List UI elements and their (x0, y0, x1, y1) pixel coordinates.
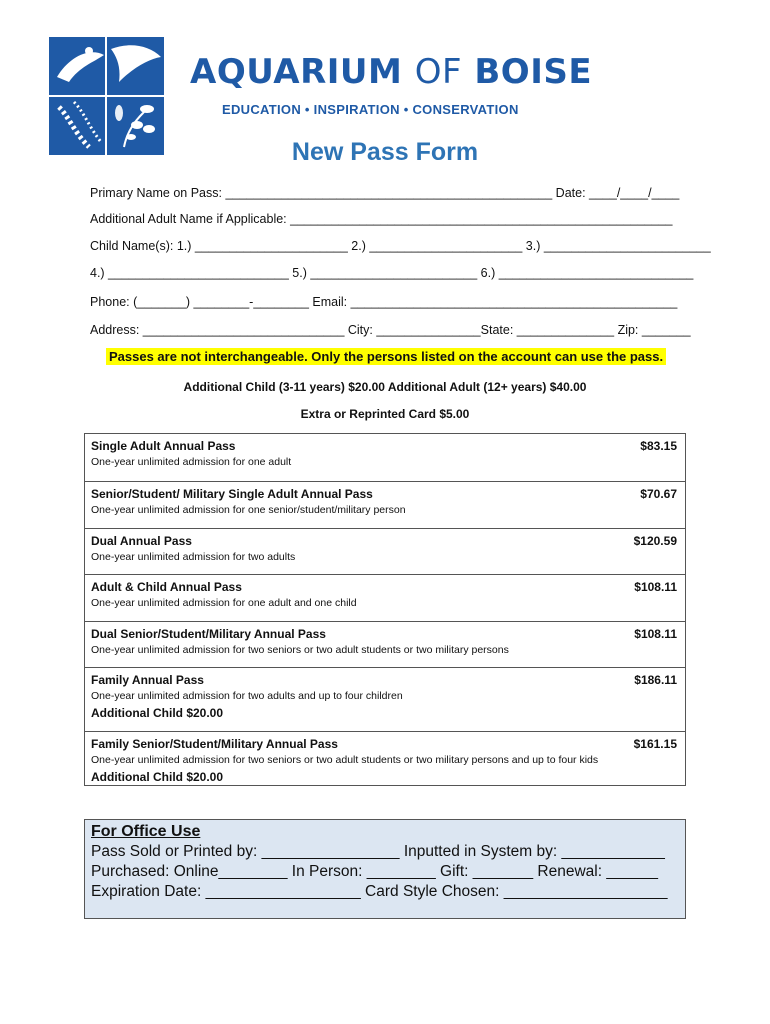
office-line-expiration[interactable]: Expiration Date: __________________ Card Style Chosen: ___________________ (91, 883, 668, 900)
brand-of: OF (414, 52, 463, 92)
addon-prices: Additional Child (3-11 years) $20.00 Additional Adult (12+ years) $40.00 (183, 380, 587, 394)
child-names-field-2[interactable]: 4.) __________________________ 5.) ________________________ 6.) ____________________________ (90, 266, 694, 280)
interchangeable-notice: Passes are not interchangeable. Only the persons listed on the account can use the pass. (106, 348, 666, 365)
pass-row[interactable] (85, 434, 685, 481)
brand-end: BOISE (474, 52, 593, 92)
office-line-sold-by[interactable]: Pass Sold or Printed by: ________________ Inputted in System by: ____________ (91, 843, 665, 860)
pass-row[interactable] (85, 574, 685, 621)
child-names-field-1[interactable]: Child Name(s): 1.) ______________________ 2.) ______________________ 3.) ________________________ (90, 239, 711, 253)
pass-row[interactable] (85, 528, 685, 574)
pass-extra: Additional Child $20.00 (91, 770, 224, 784)
pass-description: One-year unlimited admission for one adult and one child (91, 597, 357, 609)
pass-price: $108.11 (634, 580, 677, 594)
office-line-purchased[interactable]: Purchased: Online________ In Person: ________ Gift: _______ Renewal: ______ (91, 863, 659, 880)
office-heading: For Office Use (91, 823, 201, 840)
pass-description: One-year unlimited admission for two adults and up to four children (91, 690, 403, 702)
pass-price: $186.11 (634, 673, 677, 687)
pass-description: One-year unlimited admission for two seniors or two adult students or two military persons and up to four kids (91, 754, 599, 766)
brand-name (190, 52, 592, 92)
pass-row[interactable] (85, 731, 685, 785)
primary-name-field[interactable]: Primary Name on Pass: _______________________________________________ Date: ____/____/____ (90, 186, 680, 200)
pass-description: One-year unlimited admission for one senior/student/military person (91, 504, 406, 516)
pass-name: Family Senior/Student/Military Annual Pass (91, 737, 338, 751)
pass-name: Dual Senior/Student/Military Annual Pass (91, 627, 326, 641)
pass-name: Single Adult Annual Pass (91, 439, 236, 453)
page-title: New Pass Form (291, 138, 479, 166)
pass-name: Adult & Child Annual Pass (91, 580, 242, 594)
pass-price: $83.15 (640, 439, 677, 453)
pass-description: One-year unlimited admission for two seniors or two adult students or two military persons (91, 644, 509, 656)
pass-price: $70.67 (640, 487, 677, 501)
pass-description: One-year unlimited admission for two adults (91, 551, 296, 563)
pass-name: Family Annual Pass (91, 673, 204, 687)
pass-row[interactable] (85, 481, 685, 528)
pass-extra: Additional Child $20.00 (91, 706, 224, 720)
pass-price: $120.59 (633, 534, 677, 548)
pass-row[interactable] (85, 621, 685, 667)
pass-price: $161.15 (633, 737, 677, 751)
pass-name: Dual Annual Pass (91, 534, 192, 548)
tagline: EDUCATION • INSPIRATION • CONSERVATION (222, 102, 519, 117)
pass-row[interactable] (85, 667, 685, 731)
pass-price: $108.11 (634, 627, 677, 641)
additional-adult-field[interactable]: Additional Adult Name if Applicable: _______________________________________________________ (90, 212, 673, 226)
address-field[interactable]: Address: _____________________________ City: _______________State: ______________ Zip: _______ (90, 323, 691, 337)
office-use-box (84, 819, 686, 919)
pass-name: Senior/Student/ Military Single Adult Annual Pass (91, 487, 373, 501)
brand-main: AQUARIUM (190, 52, 403, 92)
pass-table (84, 433, 686, 786)
reprint-price: Extra or Reprinted Card $5.00 (300, 407, 470, 421)
pass-description: One-year unlimited admission for one adult (91, 456, 292, 468)
phone-email-field[interactable]: Phone: (_______) ________-________ Email: _______________________________________________ (90, 295, 678, 309)
